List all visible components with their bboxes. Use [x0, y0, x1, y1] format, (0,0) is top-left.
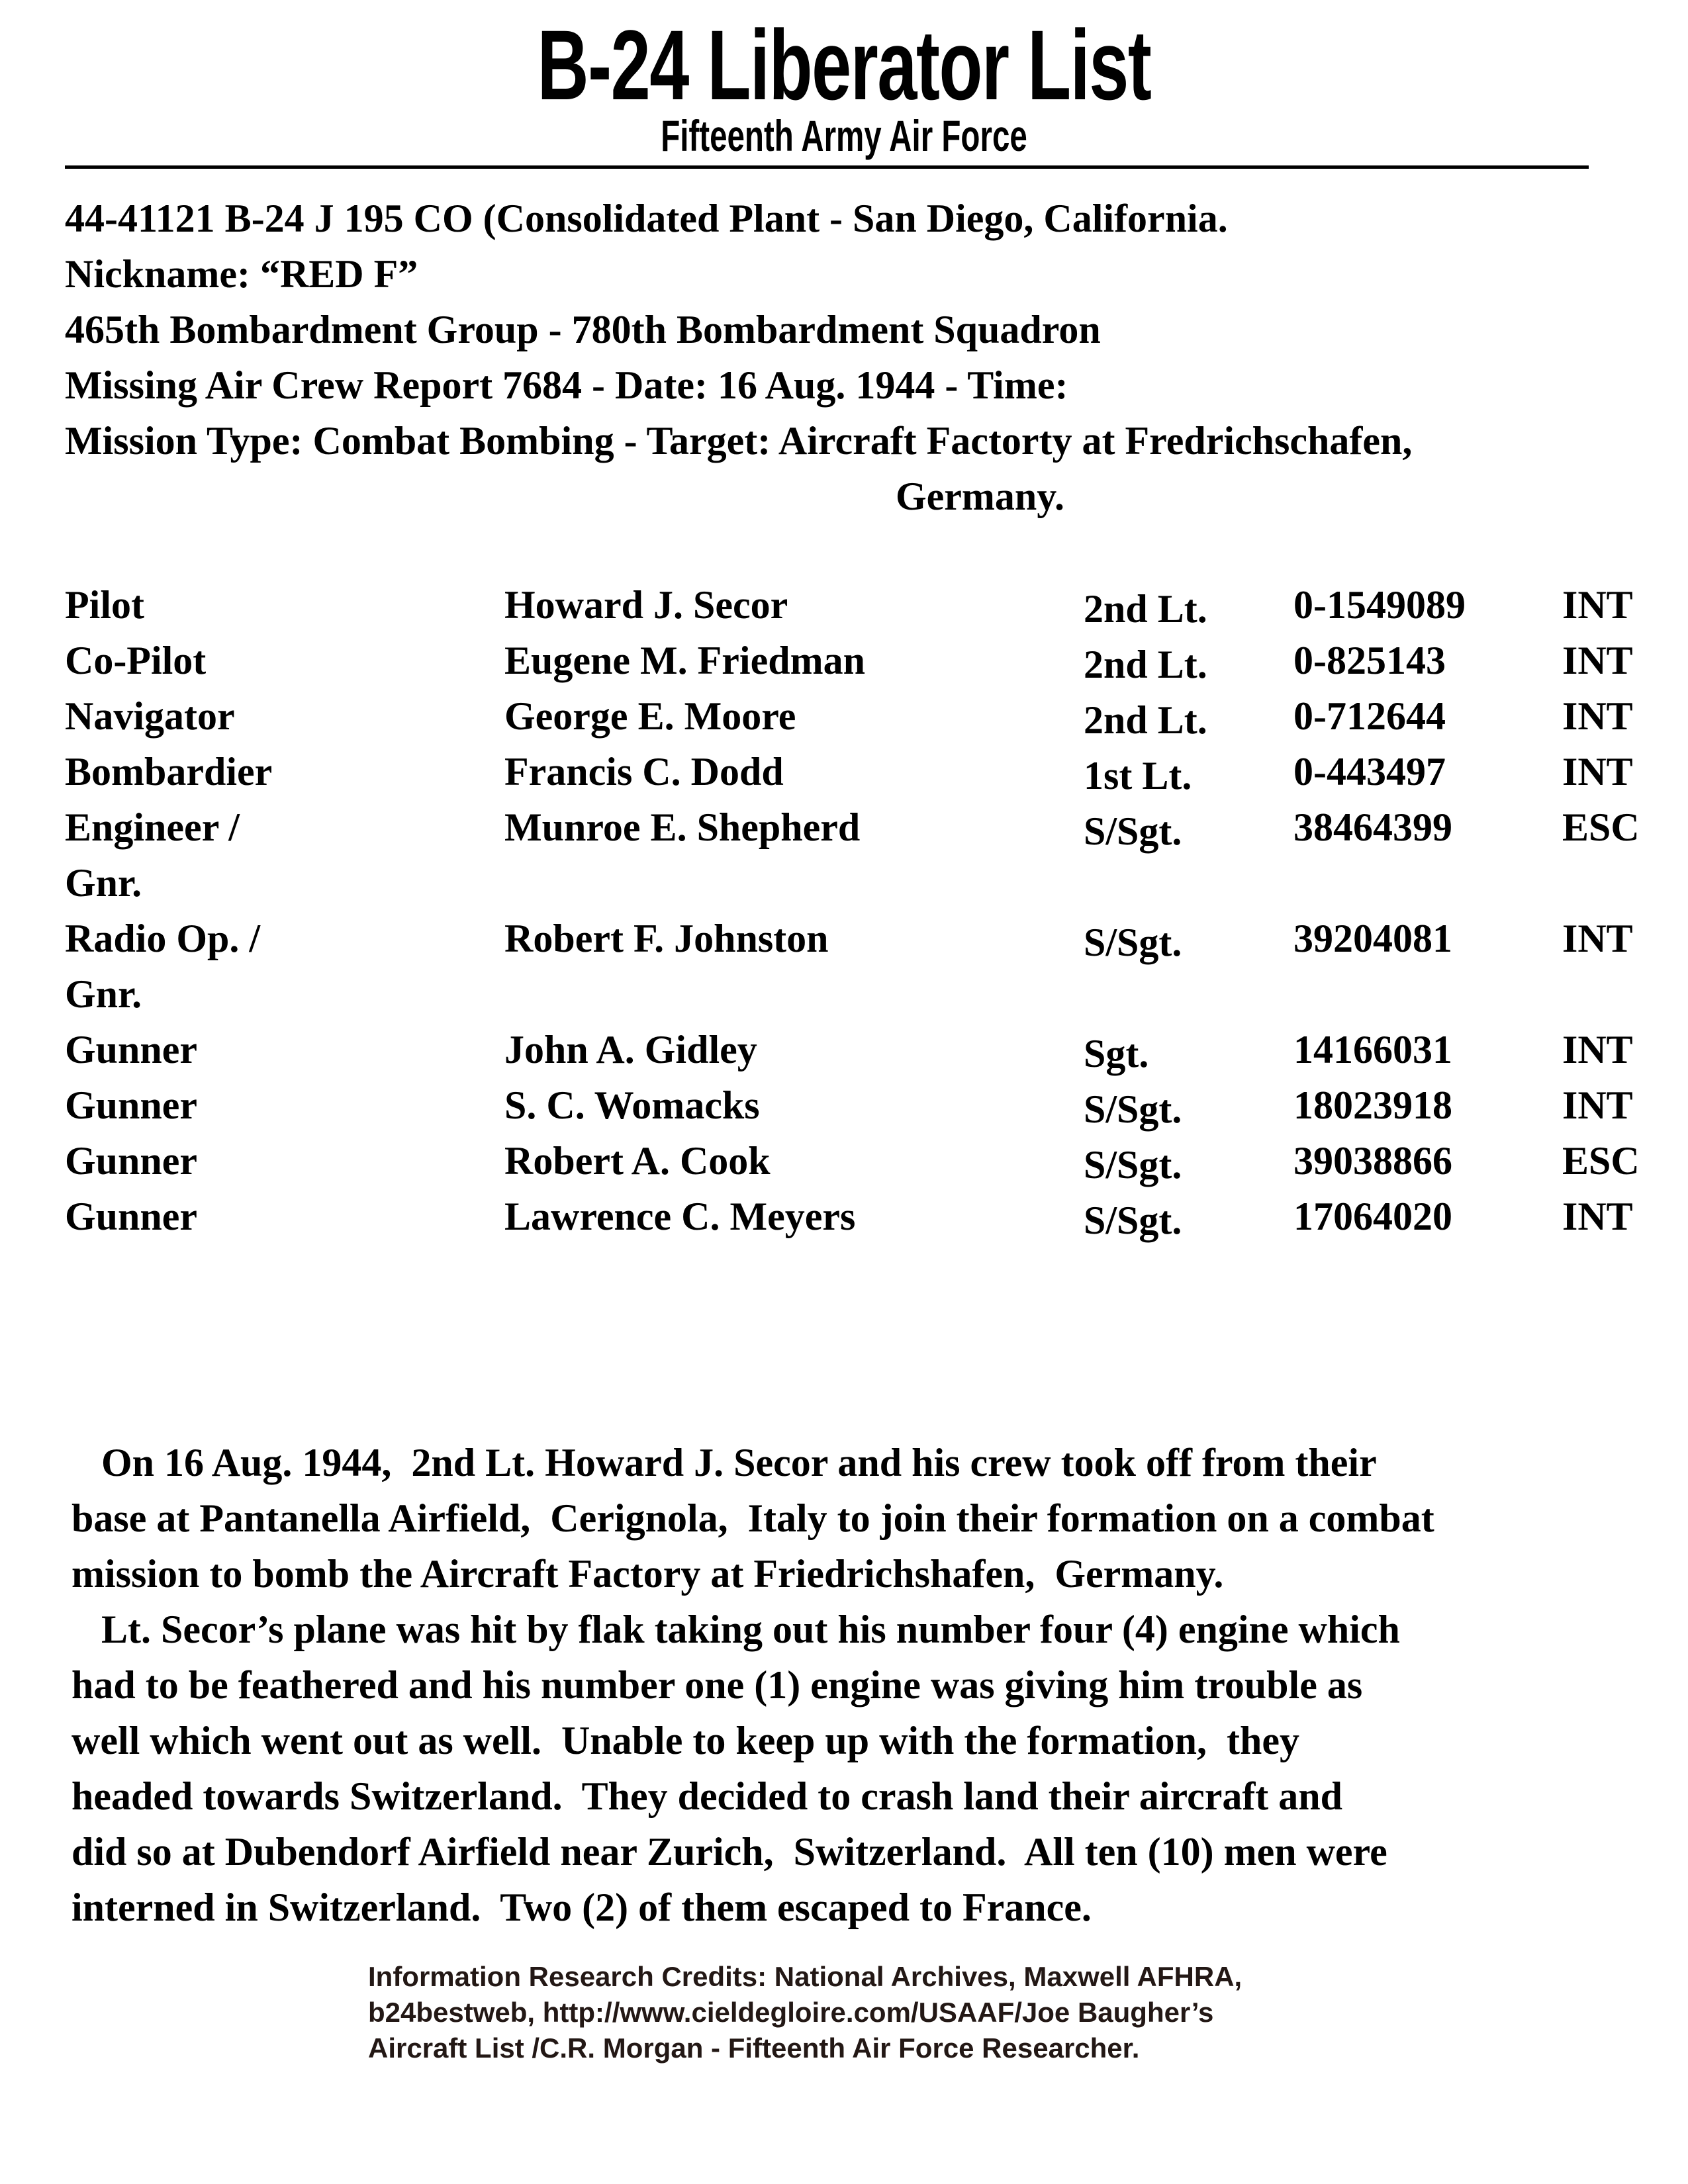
crew-name: Robert F. Johnston	[504, 917, 829, 960]
crew-serial: 17064020	[1293, 1195, 1452, 1238]
crew-status: INT	[1562, 583, 1633, 627]
crew-serial: 39038866	[1293, 1139, 1452, 1183]
crew-row	[65, 577, 1667, 633]
credits-line: Information Research Credits: National Archives, Maxwell AFHRA,	[368, 1961, 1243, 1992]
mission-line-cont: Germany.	[896, 475, 1064, 518]
crew-status: INT	[1562, 639, 1633, 682]
narrative	[71, 1435, 1660, 1935]
crew-row	[65, 688, 1667, 744]
crew-rank: S/Sgt.	[1084, 1199, 1182, 1242]
crew-status: INT	[1562, 1028, 1633, 1071]
crew-rank: 2nd Lt.	[1084, 643, 1207, 686]
crew-role: Gunner	[65, 1139, 198, 1183]
crew-serial: 0-443497	[1293, 750, 1446, 794]
crew-serial: 18023918	[1293, 1083, 1452, 1127]
mission-line: Mission Type: Combat Bombing - Target: Aircraft Factorty at Fredrichschafen,	[65, 419, 1413, 463]
crew-status: INT	[1562, 1083, 1633, 1127]
aircraft-info	[65, 191, 1667, 524]
crew-serial: 14166031	[1293, 1028, 1452, 1071]
narrative-line: headed towards Switzerland. They decided to crash land their aircraft and	[71, 1774, 1343, 1818]
crew-rank: S/Sgt.	[1084, 921, 1182, 964]
crew-name: John A. Gidley	[504, 1028, 757, 1071]
crew-name: Eugene M. Friedman	[504, 639, 865, 682]
crew-role: Bombardier	[65, 750, 273, 794]
crew-status: INT	[1562, 917, 1633, 960]
crew-serial: 0-712644	[1293, 694, 1446, 738]
crew-role: Pilot	[65, 583, 144, 627]
crew-row	[65, 1133, 1667, 1189]
credits-line: b24bestweb, http://www.cieldegloire.com/USAAF/Joe Baugher’s	[368, 1997, 1214, 2028]
crew-status: INT	[1562, 1195, 1633, 1238]
title-divider	[65, 165, 1589, 169]
crew-name: Francis C. Dodd	[504, 750, 784, 794]
crew-row	[65, 911, 1667, 1022]
crew-rank: S/Sgt.	[1084, 1143, 1182, 1187]
crew-role: Gunner	[65, 1195, 198, 1238]
narrative-line: base at Pantanella Airfield, Cerignola, Italy to join their formation on a combat	[71, 1496, 1434, 1540]
narrative-line: had to be feathered and his number one (1) engine was giving him trouble as	[71, 1663, 1363, 1707]
crew-role: Navigator	[65, 694, 235, 738]
crew-row	[65, 1022, 1667, 1077]
crew-serial: 0-825143	[1293, 639, 1446, 682]
crew-row	[65, 799, 1667, 911]
page-subtitle: Fifteenth Army Air Force	[661, 111, 1027, 160]
crew-name: Howard J. Secor	[504, 583, 788, 627]
crew-row	[65, 744, 1667, 799]
nickname-line: Nickname: “RED F”	[65, 252, 418, 296]
narrative-line: Lt. Secor’s plane was hit by flak taking out his number four (4) engine which	[71, 1608, 1400, 1651]
crew-rank: 1st Lt.	[1084, 754, 1192, 797]
crew-role: Co-Pilot	[65, 639, 207, 682]
crew-rank: 2nd Lt.	[1084, 698, 1207, 742]
crew-row	[65, 1077, 1667, 1133]
crew-status: ESC	[1562, 1139, 1640, 1183]
crew-serial: 39204081	[1293, 917, 1452, 960]
crew-name: George E. Moore	[504, 694, 796, 738]
crew-row	[65, 1189, 1667, 1244]
credits-line: Aircraft List /C.R. Morgan - Fifteenth Air Force Researcher.	[368, 2032, 1140, 2064]
crew-role: Engineer / Gnr.	[65, 805, 240, 905]
crew-status: INT	[1562, 694, 1633, 738]
crew-name: S. C. Womacks	[504, 1083, 760, 1127]
crew-name: Robert A. Cook	[504, 1139, 771, 1183]
narrative-line: did so at Dubendorf Airfield near Zurich, Switzerland. All ten (10) men were	[71, 1830, 1387, 1874]
crew-rank: Sgt.	[1084, 1032, 1149, 1075]
crew-table	[65, 577, 1667, 1244]
macr-line: Missing Air Crew Report 7684 - Date: 16 Aug. 1944 - Time:	[65, 363, 1068, 407]
crew-role: Radio Op. / Gnr.	[65, 917, 261, 1016]
crew-status: INT	[1562, 750, 1633, 794]
crew-rank: S/Sgt.	[1084, 1087, 1182, 1131]
crew-serial: 38464399	[1293, 805, 1452, 849]
crew-rank: 2nd Lt.	[1084, 587, 1207, 631]
crew-row	[65, 633, 1667, 688]
page-title: B-24 Liberator List	[537, 9, 1151, 120]
serial-line: 44-41121 B-24 J 195 CO (Consolidated Plant - San Diego, California.	[65, 197, 1228, 240]
crew-status: ESC	[1562, 805, 1640, 849]
credits	[368, 1959, 1242, 2066]
narrative-line: On 16 Aug. 1944, 2nd Lt. Howard J. Secor and his crew took off from their	[71, 1441, 1377, 1484]
crew-rank: S/Sgt.	[1084, 809, 1182, 853]
crew-role: Gunner	[65, 1028, 198, 1071]
narrative-line: mission to bomb the Aircraft Factory at Friedrichshafen, Germany.	[71, 1552, 1224, 1596]
crew-name: Lawrence C. Meyers	[504, 1195, 856, 1238]
crew-role: Gunner	[65, 1083, 198, 1127]
group-line: 465th Bombardment Group - 780th Bombardment Squadron	[65, 308, 1101, 351]
crew-serial: 0-1549089	[1293, 583, 1466, 627]
narrative-line: well which went out as well. Unable to keep up with the formation, they	[71, 1719, 1299, 1762]
crew-name: Munroe E. Shepherd	[504, 805, 861, 849]
narrative-line: interned in Switzerland. Two (2) of them escaped to France.	[71, 1886, 1092, 1929]
